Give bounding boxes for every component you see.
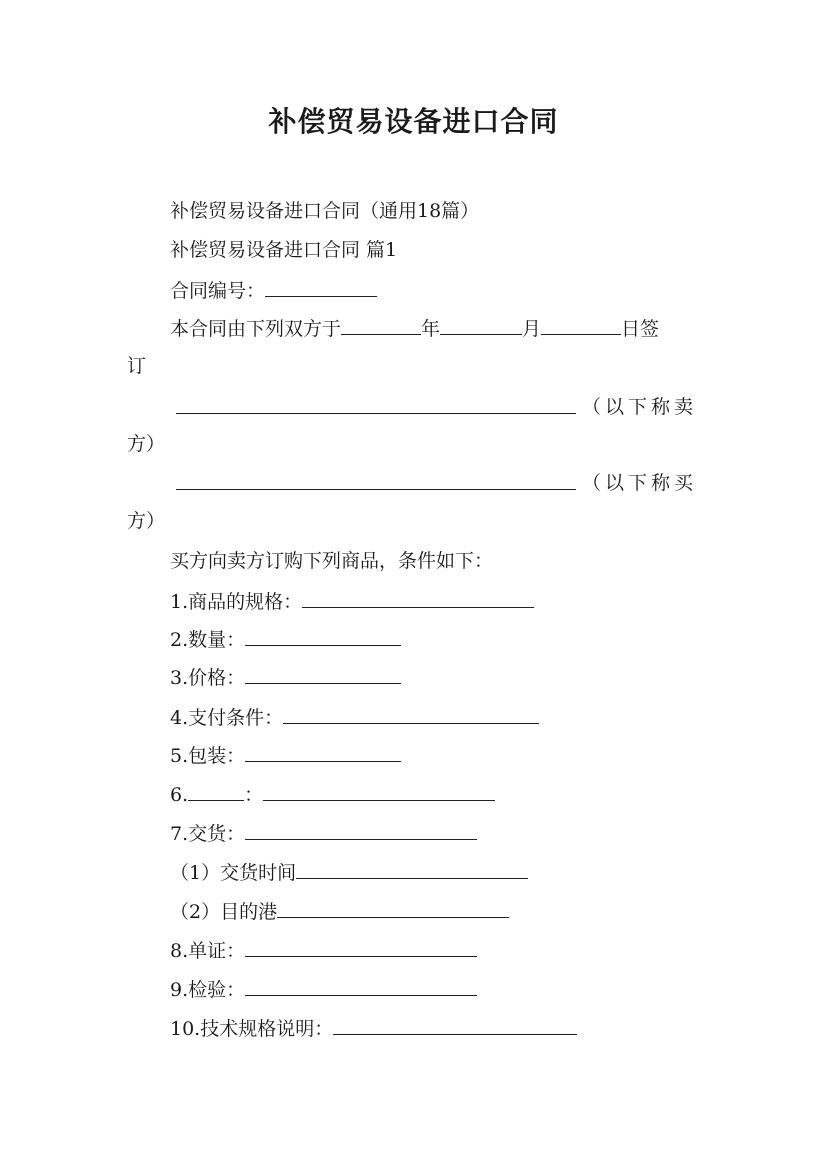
- seller-wrap: 方）: [127, 433, 166, 455]
- item-payment-blank[interactable]: [283, 705, 539, 724]
- item-inspection: [170, 977, 477, 1002]
- item-qty-blank[interactable]: [245, 627, 401, 646]
- buyer-wrap: 方）: [127, 510, 166, 532]
- item-qty: [170, 627, 401, 652]
- seller-row: [176, 395, 576, 420]
- item-delivery-blank[interactable]: [245, 821, 477, 840]
- signing-wrap: 订: [127, 355, 147, 377]
- contract-number-row: [170, 278, 377, 303]
- item-destination-label: （2）目的港: [170, 901, 278, 923]
- item-documents: [170, 938, 477, 963]
- seller-suffix: （以下称卖: [582, 396, 698, 418]
- item-destination-blank[interactable]: [277, 899, 509, 918]
- item-spec: [170, 589, 534, 614]
- buyer-name-blank[interactable]: [176, 471, 576, 490]
- signing-date-row: [170, 316, 659, 341]
- buyer-row: [176, 471, 576, 496]
- item-inspection-blank[interactable]: [245, 977, 477, 996]
- item-payment-label: 4.支付条件：: [170, 707, 284, 729]
- item-tech-spec-blank[interactable]: [333, 1016, 577, 1035]
- item-price: [170, 665, 401, 690]
- item-price-blank[interactable]: [245, 665, 401, 684]
- item-packing: [170, 743, 401, 768]
- item-delivery: [170, 821, 477, 846]
- item-spec-label: 1.商品的规格：: [170, 591, 303, 613]
- item-six-blank[interactable]: [263, 782, 495, 801]
- item-qty-label: 2.数量：: [170, 629, 246, 651]
- month-label: 月: [522, 318, 542, 340]
- page-title: 补偿贸易设备进口合同: [268, 105, 559, 138]
- day-label: 日签: [621, 318, 660, 340]
- day-blank[interactable]: [541, 316, 621, 335]
- signing-text: 本合同由下列双方于: [170, 318, 342, 340]
- section-heading: 补偿贸易设备进口合同 篇1: [170, 239, 398, 261]
- contract-number-blank[interactable]: [265, 278, 377, 297]
- month-blank[interactable]: [440, 316, 522, 335]
- item-inspection-label: 9.检验：: [170, 979, 246, 1001]
- item-payment: [170, 705, 539, 730]
- item-delivery-time-label: （1）交货时间: [170, 862, 297, 884]
- item-delivery-time: [170, 860, 528, 885]
- item-six: [170, 782, 495, 807]
- order-intro: 买方向卖方订购下列商品，条件如下：: [170, 550, 494, 572]
- item-tech-spec-label: 10.技术规格说明：: [170, 1018, 334, 1040]
- document-heading: 补偿贸易设备进口合同（通用18篇）: [170, 200, 480, 222]
- item-six-name-blank[interactable]: [188, 782, 244, 801]
- item-packing-blank[interactable]: [245, 743, 401, 762]
- seller-name-blank[interactable]: [176, 395, 576, 414]
- item-delivery-label: 7.交货：: [170, 823, 246, 845]
- item-packing-label: 5.包装：: [170, 745, 246, 767]
- item-documents-blank[interactable]: [245, 938, 477, 957]
- item-delivery-time-blank[interactable]: [296, 860, 528, 879]
- buyer-suffix: （以下称买: [582, 472, 698, 494]
- item-documents-label: 8.单证：: [170, 940, 246, 962]
- year-label: 年: [421, 318, 441, 340]
- item-six-colon: ：: [244, 784, 264, 806]
- item-spec-blank[interactable]: [302, 589, 534, 608]
- item-tech-spec: [170, 1016, 577, 1041]
- contract-number-label: 合同编号：: [170, 280, 266, 302]
- item-price-label: 3.价格：: [170, 667, 246, 689]
- item-destination: [170, 899, 509, 924]
- item-six-prefix: 6.: [170, 784, 189, 806]
- year-blank[interactable]: [341, 316, 421, 335]
